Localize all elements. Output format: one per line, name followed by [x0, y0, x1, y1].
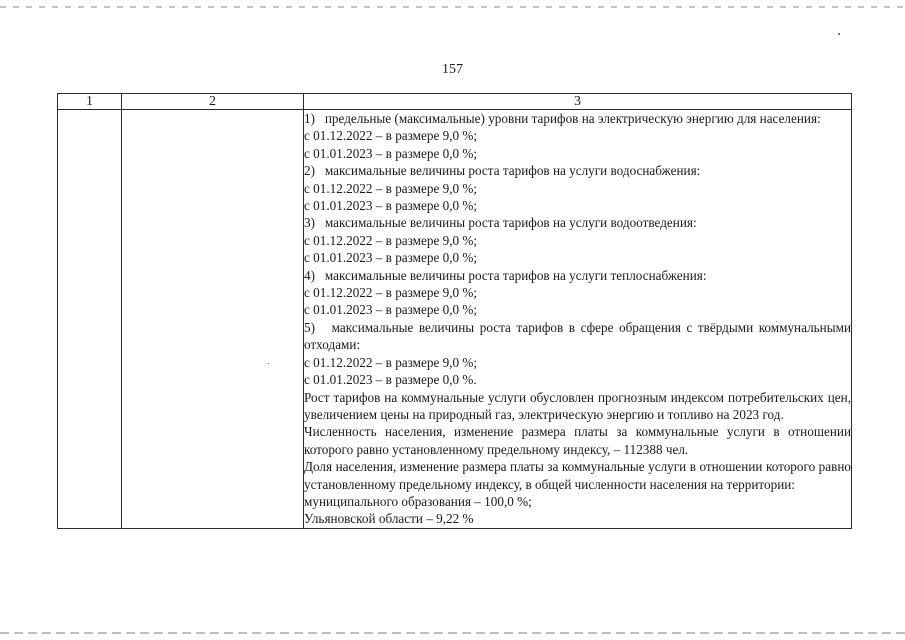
table-row: [58, 110, 852, 529]
page-number: 157: [442, 62, 463, 77]
tariff-item-1: 1) предельные (максимальные) уровни тарифов на электрическую энергию для населения:: [304, 111, 821, 126]
scan-edge-top: [0, 6, 905, 8]
tariff-item-5-date-2: с 01.01.2023 – в размере 0,0 %.: [304, 372, 477, 388]
population-share-municipal: муниципального образования – 100,0 %;: [304, 493, 532, 509]
population-share: Доля населения, изменение размера платы за коммунальные услуги в отношении которого равно установленному предельному индексу, в общей численности населения на территории:: [304, 459, 851, 492]
column-header-3: 3: [304, 94, 852, 110]
tariff-growth-reason: Рост тарифов на коммунальные услуги обусловлен прогнозным индексом потребительских цен, увеличением цены на природный газ, электрическую энергию и топливо на 2023 год.: [304, 389, 851, 422]
population-count: Численность населения, изменение размера платы за коммунальные услуги в отношении которого равно установленному предельному индексу, – 112388 чел.: [304, 424, 851, 457]
tariff-item-4: 4) максимальные величины роста тарифов на услуги теплоснабжения:: [304, 267, 707, 283]
tariff-item-2: 2) максимальные величины роста тарифов на услуги водоснабжения:: [304, 163, 701, 179]
cell-col2: [122, 110, 304, 529]
tariff-item-5-date-1: с 01.12.2022 – в размере 9,0 %;: [304, 354, 478, 370]
population-share-region: Ульяновской области – 9,22 %: [304, 511, 474, 527]
table-header-row: [58, 94, 852, 110]
tariff-item-1-date-2: с 01.01.2023 – в размере 0,0 %;: [304, 145, 478, 161]
tariff-item-3-date-1: с 01.12.2022 – в размере 9,0 %;: [304, 232, 478, 248]
column-header-1: 1: [58, 94, 122, 110]
tariff-item-3-date-2: с 01.01.2023 – в размере 0,0 %;: [304, 250, 478, 266]
cell-col1: [58, 110, 122, 529]
scan-speck: [838, 33, 840, 35]
column-header-2: 2: [122, 94, 304, 110]
tariff-item-5: 5) максимальные величины роста тарифов в сфере обращения с твёрдыми коммунальными отходами:: [304, 319, 851, 353]
document-table: [57, 93, 852, 529]
scan-edge-bottom: [0, 632, 905, 634]
tariff-item-1-date-1: с 01.12.2022 – в размере 9,0 %;: [304, 128, 478, 144]
tariff-item-4-date-2: с 01.01.2023 – в размере 0,0 %;: [304, 302, 478, 318]
cell-col3-content: [304, 110, 852, 529]
tariff-item-4-date-1: с 01.12.2022 – в размере 9,0 %;: [304, 285, 478, 301]
tariff-item-2-date-2: с 01.01.2023 – в размере 0,0 %;: [304, 198, 478, 214]
tariff-item-3: 3) максимальные величины роста тарифов на услуги водоотведения:: [304, 215, 697, 231]
tariff-item-2-date-1: с 01.12.2022 – в размере 9,0 %;: [304, 180, 478, 196]
